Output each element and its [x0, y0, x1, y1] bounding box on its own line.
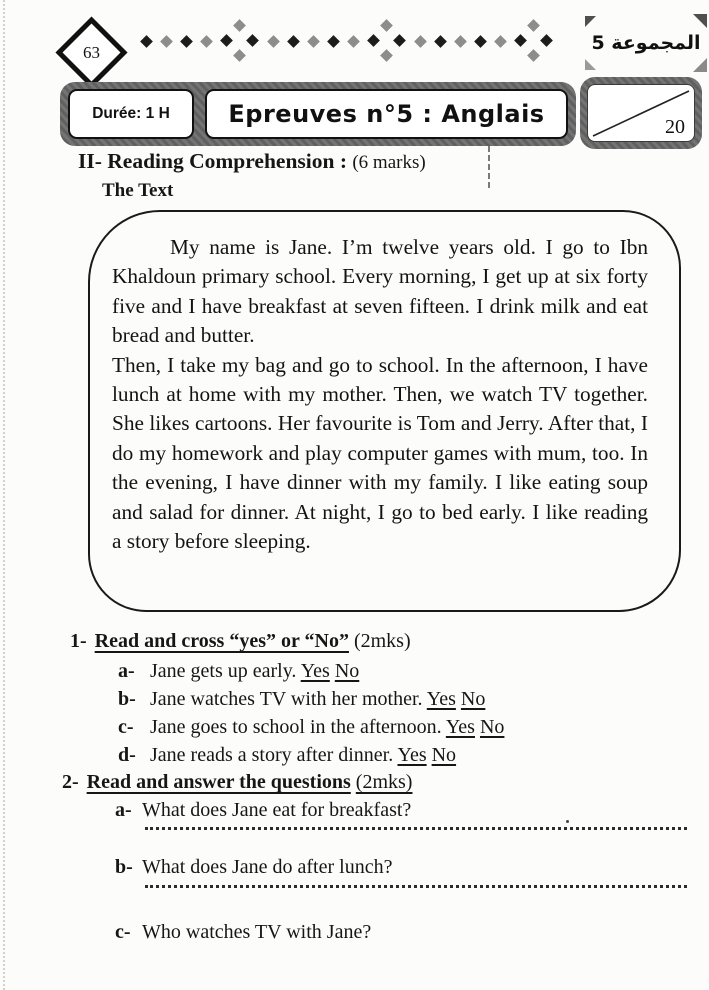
- exam-header-band: [60, 82, 576, 146]
- diamond-icon: [414, 35, 427, 48]
- section-marks: (6 marks): [352, 152, 426, 173]
- diamond-icon: [454, 35, 467, 48]
- reading-text-box: [88, 210, 681, 612]
- item-letter: a-: [118, 660, 135, 682]
- reading-paragraph-1: My name is Jane. I’m twelve years old. I go to Ibn Khaldoun primary school. Every morning, I get up at six forty five and I have breakfast at seven fifteen. I drink milk and eat bread and butter.: [112, 235, 648, 348]
- question1-heading: [70, 630, 411, 653]
- page-number: 63: [83, 42, 100, 62]
- scan-edge-artifact: [3, 0, 5, 990]
- no-option: No: [334, 660, 360, 682]
- diamond-icon: [307, 35, 320, 48]
- diamond-icon: [160, 35, 173, 48]
- diamond-icon: [200, 35, 213, 48]
- no-option: No: [460, 688, 486, 710]
- question-text: What does Jane do after lunch?: [142, 856, 393, 878]
- answer-line-b: [145, 871, 687, 888]
- diamond-icon: [474, 35, 487, 48]
- scan-dash-artifact: [488, 146, 490, 188]
- question1-title: Read and cross “yes” or “No”: [94, 630, 349, 652]
- no-option: No: [431, 744, 457, 766]
- question2-heading: [62, 771, 412, 794]
- diamond-icon: [347, 35, 360, 48]
- statement-text: Jane watches TV with her mother.: [150, 688, 423, 710]
- question-text: What does Jane eat for breakfast?: [142, 799, 412, 821]
- reading-paragraph-2: Then, I take my bag and go to school. In the afternoon, I have lunch at home with my mother. Then, we watch TV together. She likes cartoons. Her favourite is Tom and Jerry. After that, I do my homework and play computer games with mum, too. In the evening, I have dinner with my family. I like eating soup and salad for dinner. At night, I go to bed early. I like reading a story before sleeping.: [112, 352, 648, 554]
- no-option: No: [479, 716, 505, 738]
- corner-triangle-icon: [585, 59, 596, 70]
- item-letter: b-: [118, 688, 136, 710]
- statement-text: Jane goes to school in the afternoon.: [150, 716, 442, 738]
- yes-option: Yes: [445, 716, 475, 738]
- answer-line-a: [145, 813, 687, 830]
- score-box-inner: [587, 84, 695, 142]
- item-letter: c-: [115, 921, 131, 943]
- diamond-icon: [434, 35, 447, 48]
- yes-option: Yes: [397, 744, 427, 766]
- diamond-icon: [267, 35, 280, 48]
- score-total: 20: [665, 116, 685, 138]
- yes-option: Yes: [300, 660, 330, 682]
- item-letter: c-: [118, 716, 134, 738]
- item-statement: [150, 660, 359, 683]
- exam-title: Epreuves n°5 : Anglais: [205, 89, 568, 139]
- corner-triangle-icon: [693, 58, 707, 72]
- diamond-icon: [287, 35, 300, 48]
- statement-text: Jane reads a story after dinner.: [150, 744, 394, 766]
- item-letter: d-: [118, 744, 136, 766]
- item-letter: b-: [115, 856, 133, 878]
- question2-number: 2-: [62, 771, 79, 793]
- section-heading: [78, 149, 426, 174]
- text-label: The Text: [102, 180, 174, 201]
- statement-text: Jane gets up early.: [150, 660, 297, 682]
- diamond-cluster-icon: [222, 18, 258, 64]
- diamond-icon: [180, 35, 193, 48]
- item-statement: [150, 716, 504, 739]
- yes-option: Yes: [426, 688, 456, 710]
- item-letter: a-: [115, 799, 132, 821]
- group-label: المجموعة 5: [591, 32, 701, 54]
- item-statement: [150, 688, 485, 711]
- diamond-cluster-icon: [516, 18, 552, 64]
- diamond-cluster-icon: [369, 18, 405, 64]
- diamond-icon: [140, 35, 153, 48]
- page-top-ornament: [0, 8, 709, 74]
- item-statement: [150, 744, 456, 767]
- diamond-ornament-row: [142, 16, 570, 66]
- diamond-icon: [494, 35, 507, 48]
- question1-number: 1-: [70, 630, 87, 652]
- section-title: II- Reading Comprehension :: [78, 149, 347, 173]
- corner-triangle-icon: [585, 16, 596, 27]
- diamond-icon: [327, 35, 340, 48]
- page-number-diamond-icon: [55, 16, 127, 88]
- question-text: Who watches TV with Jane?: [142, 921, 372, 943]
- question2-title: Read and answer the questions: [86, 771, 351, 793]
- group-label-frame: [587, 20, 705, 66]
- corner-triangle-icon: [693, 14, 707, 28]
- question2-marks: (2mks): [355, 771, 413, 793]
- duration-box: Durée: 1 H: [68, 89, 194, 139]
- score-box: [580, 77, 702, 149]
- question1-marks: (2mks): [353, 630, 411, 652]
